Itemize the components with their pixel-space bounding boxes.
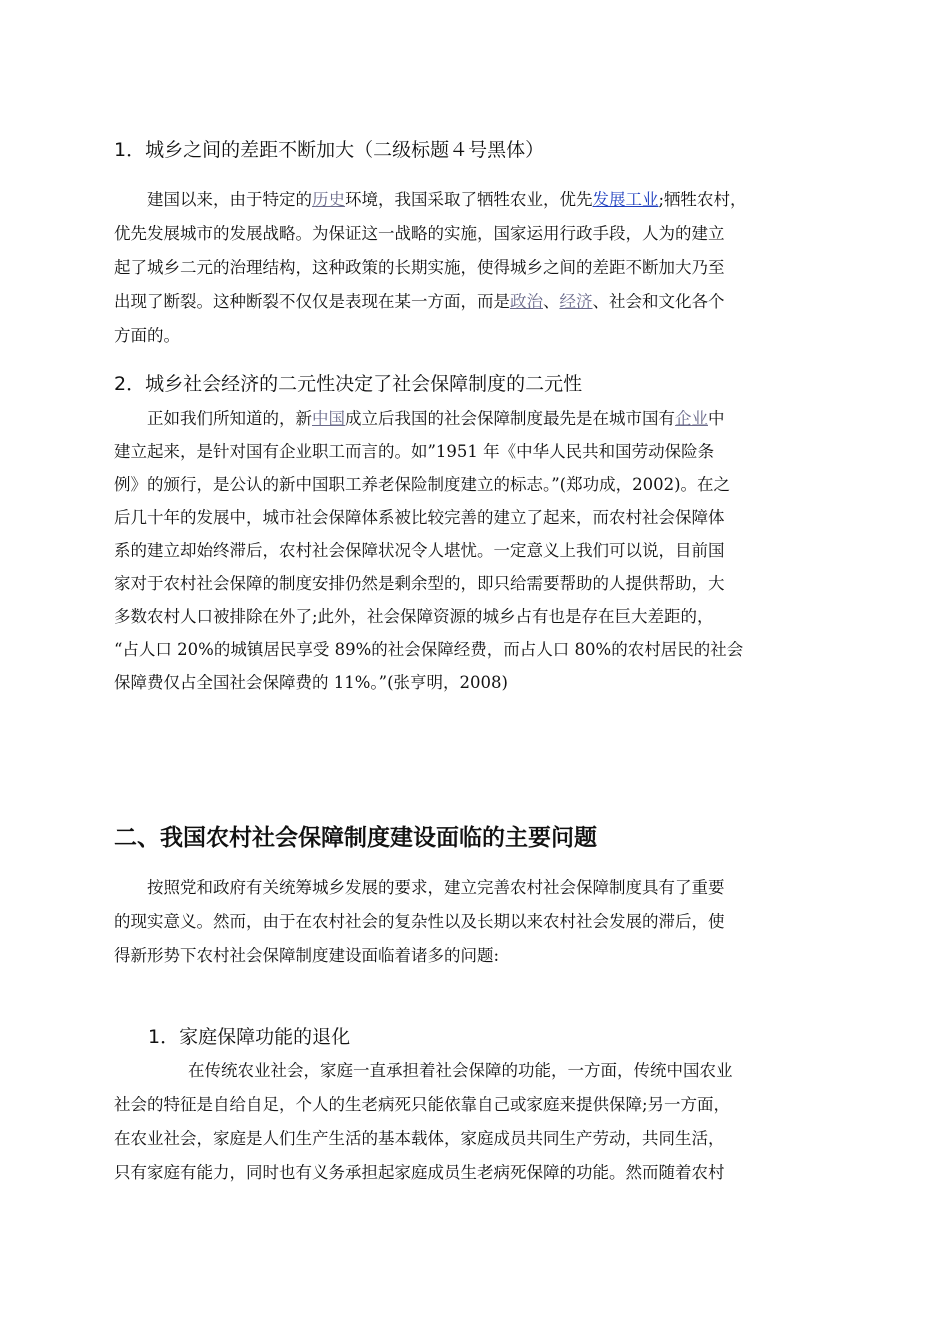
link-china[interactable]: 中国 <box>312 409 345 428</box>
text-span: 出现了断裂。这种断裂不仅仅是表现在某一方面，而是 <box>114 292 510 311</box>
text-line: 在传统农业社会，家庭一直承担着社会保障的功能，一方面，传统中国农业 <box>188 1061 733 1080</box>
section-heading-dual-structure: 2．城乡社会经济的二元性决定了社会保障制度的二元性 <box>114 373 583 395</box>
text-line: 系的建立却始终滞后，农村社会保障状况令人堪忧。一定意义上我们可以说，目前国 <box>114 541 725 560</box>
link-develop-industry[interactable]: 发展工业 <box>592 190 659 209</box>
section-heading-urban-rural-gap: 1．城乡之间的差距不断加大（二级标题４号黑体） <box>114 139 545 161</box>
text-line: 只有家庭有能力，同时也有义务承担起家庭成员生老病死保障的功能。然而随着农村 <box>114 1163 725 1182</box>
chapter-heading-main-problems: 二、我国农村社会保障制度建设面临的主要问题 <box>114 825 597 851</box>
paragraph-family-security <box>114 1054 854 1190</box>
text-span: 环境，我国采取了牺牲农业，优先 <box>345 190 593 209</box>
text-line: “占人口 20%的城镇居民享受 89%的社会保障经费，而占人口 80%的农村居民的社会 <box>114 640 744 659</box>
text-line: 例》的颁行，是公认的新中国职工养老保险制度建立的标志。”(郑功成，2002)。在之 <box>114 475 731 494</box>
text-line <box>114 183 854 217</box>
text-span: 、 <box>543 292 560 311</box>
text-line: 优先发展城市的发展战略。为保证这一战略的实施，国家运用行政手段，人为的建立 <box>114 224 725 243</box>
text-span: 成立后我国的社会保障制度最先是在城市国有 <box>345 409 675 428</box>
link-history[interactable]: 历史 <box>312 190 345 209</box>
text-line: 的现实意义。然而，由于在农村社会的复杂性以及长期以来农村社会发展的滞后，使 <box>114 912 725 931</box>
text-line <box>114 285 854 319</box>
paragraph-dual-structure <box>114 402 854 699</box>
text-line: 后几十年的发展中，城市社会保障体系被比较完善的建立了起来，而农村社会保障体 <box>114 508 725 527</box>
text-span: 、社会和文化各个 <box>592 292 725 311</box>
text-line: 多数农村人口被排除在外了;此外，社会保障资源的城乡占有也是存在巨大差距的， <box>114 607 714 626</box>
text-span: ;牺牲农村， <box>658 190 747 209</box>
link-enterprise[interactable]: 企业 <box>675 409 708 428</box>
text-span: 中 <box>708 409 725 428</box>
text-line: 家对于农村社会保障的制度安排仍然是剩余型的，即只给需要帮助的人提供帮助，大 <box>114 574 725 593</box>
text-line: 方面的。 <box>114 326 180 345</box>
link-politics[interactable]: 政治 <box>510 292 543 311</box>
text-line: 起了城乡二元的治理结构，这种政策的长期实施，使得城乡之间的差距不断加大乃至 <box>114 258 725 277</box>
section-heading-family-security: 1．家庭保障功能的退化 <box>148 1026 351 1048</box>
text-span: 建国以来，由于特定的 <box>147 190 312 209</box>
text-line: 按照党和政府有关统筹城乡发展的要求，建立完善农村社会保障制度具有了重要 <box>147 878 725 897</box>
text-line: 得新形势下农村社会保障制度建设面临着诸多的问题: <box>114 946 500 965</box>
paragraph-chapter-intro <box>114 871 854 973</box>
text-line: 在农业社会，家庭是人们生产生活的基本载体，家庭成员共同生产劳动，共同生活， <box>114 1129 725 1148</box>
text-span: 正如我们所知道的，新 <box>147 409 312 428</box>
text-line: 建立起来，是针对国有企业职工而言的。如”1951 年《中华人民共和国劳动保险条 <box>114 442 715 461</box>
paragraph-urban-rural-gap <box>114 183 854 353</box>
text-line <box>114 402 854 435</box>
text-line: 社会的特征是自给自足，个人的生老病死只能依靠自己或家庭来提供保障;另一方面， <box>114 1095 731 1114</box>
link-economy[interactable]: 经济 <box>559 292 593 311</box>
text-line: 保障费仅占全国社会保障费的 11%。”(张亨明，2008) <box>114 673 508 692</box>
